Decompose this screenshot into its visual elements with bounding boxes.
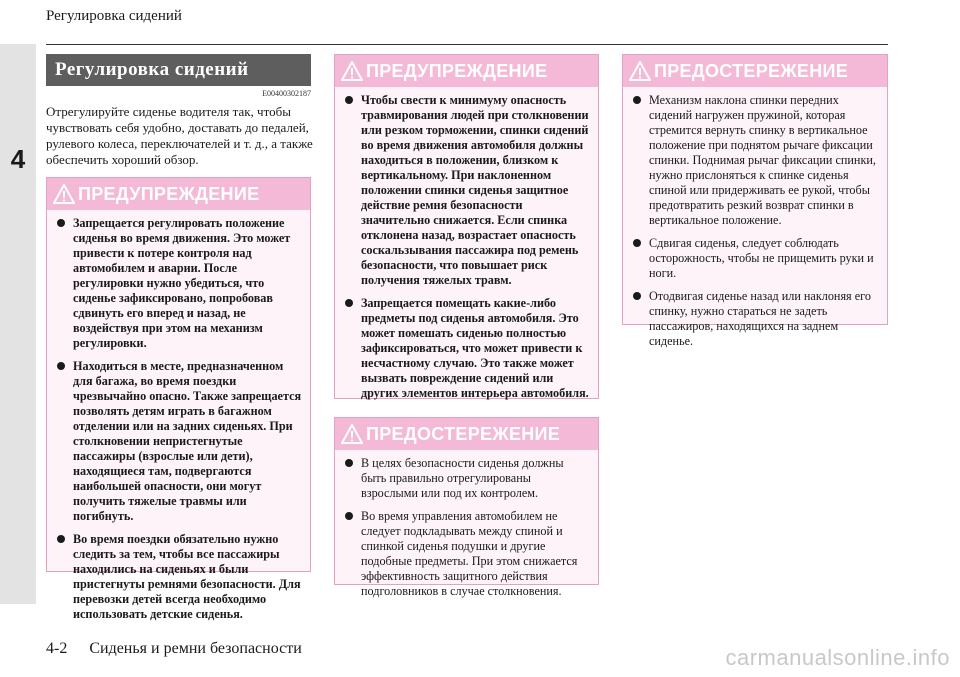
caution-triangle-icon xyxy=(629,61,651,81)
list-item: Запрещается помещать какие-либо предметы под сиденья автомобиля. Это может помешать сиденью полностью зафиксироваться, что может привести к несчастному случаю. Это также может вызвать повреждение сидений или других элементов интерьера автомобиля. xyxy=(345,296,590,401)
bullet-icon xyxy=(57,535,65,543)
caution-box-2 xyxy=(622,54,888,348)
section-title: Регулировка сидений xyxy=(46,54,311,86)
caution-box-1 xyxy=(334,417,599,598)
list-item: В целях безопасности сиденья должны быть правильно отрегулированы взрослыми или под их контролем. xyxy=(345,456,590,501)
caution-box-2-title: ПРЕДОСТЕРЕЖЕНИЕ xyxy=(654,60,849,81)
warning-box-1-title: ПРЕДУПРЕЖДЕНИЕ xyxy=(78,183,260,204)
warning-box-2-header xyxy=(335,55,598,87)
running-header: Регулировка сидений xyxy=(46,8,182,24)
warning-box-1-list xyxy=(47,210,310,622)
list-item: Во время поездки обязательно нужно следить за тем, чтобы все пассажиры находились на сиденьях и были пристегнуты ремнями безопасности. Для перевозки детей всегда необходимо использовать детские сиденья. xyxy=(57,532,302,622)
list-item: Механизм наклона спинки передних сидений нагружен пружиной, которая стремится вернуть спинку в вертикальное положение при поднятом рычаге фиксации спинки. Поднимая рычаг фиксации спинки, нужно прислоняться к спинке сиденья спиной или придерживать ее рукой, чтобы предотвратить резкий возврат спинки в вертикальное положение. xyxy=(633,93,879,228)
bullet-icon xyxy=(57,362,65,370)
list-item: Отодвигая сиденье назад или наклоняя его спинку, нужно стараться не задеть пассажиров, находящихся на заднем сиденье. xyxy=(633,289,879,349)
chapter-tab xyxy=(0,44,36,604)
warning-triangle-icon xyxy=(53,184,75,204)
list-item: Находиться в месте, предназначенном для багажа, во время поездки чрезвычайно опасно. Также запрещается позволять детям играть в багажном отделении или на задних сиденьях. При столкновении непристегнутые пассажиры (взрослые или дети), находящиеся там, подвергаются наибольшей опасности, они могут получить тяжелые травмы или погибнуть. xyxy=(57,359,302,524)
bullet-icon xyxy=(633,239,641,247)
caution-triangle-icon xyxy=(341,424,363,444)
list-item: Во время управления автомобилем не следует подкладывать между спиной и спинкой сиденья подушки и другие подобные предметы. При этом снижается эффективность защитного действия подголовников в случае столкновения. xyxy=(345,509,590,599)
section-code: E00400302187 xyxy=(262,89,311,98)
header-rule xyxy=(46,44,888,45)
list-item: Чтобы свести к минимуму опасность травмирования людей при столкновении или резком торможении, спинки сидений во время движения автомобиля должны находиться в положении, близком к вертикальному. При наклоненном положении спинки сиденья защитное действие ремня безопасности значительно снижается. Если спинка отклонена назад, возрастает опасность соскальзывания пассажира под ремень безопасности, что повышает риск получения тяжелых травм. xyxy=(345,93,590,288)
warning-box-2 xyxy=(334,54,599,399)
warning-box-1 xyxy=(46,177,311,621)
page-number: 4-2 xyxy=(46,640,68,657)
bullet-icon xyxy=(57,219,65,227)
caution-box-2-list xyxy=(623,87,887,349)
bullet-icon xyxy=(345,96,353,104)
caution-box-1-list xyxy=(335,450,598,599)
bullet-icon xyxy=(345,299,353,307)
caution-box-1-header xyxy=(335,418,598,450)
warning-box-1-header xyxy=(47,178,310,210)
warning-box-2-list xyxy=(335,87,598,401)
warning-triangle-icon xyxy=(341,61,363,81)
bullet-icon xyxy=(345,512,353,520)
intro-paragraph: Отрегулируйте сиденье водителя так, чтобы чувствовать себя удобно, доставать до педалей, рулевого колеса, переключателей и т. д., а также обеспечить хороший обзор. xyxy=(46,104,313,167)
bullet-icon xyxy=(345,459,353,467)
caution-box-1-title: ПРЕДОСТЕРЕЖЕНИЕ xyxy=(366,423,561,444)
bullet-icon xyxy=(633,96,641,104)
chapter-number: 4 xyxy=(10,144,26,174)
bullet-icon xyxy=(633,292,641,300)
page-footer xyxy=(46,640,302,658)
watermark: carmanualsonline.info xyxy=(725,645,950,670)
list-item: Запрещается регулировать положение сиденья во время движения. Это может привести к потере контроля над автомобилем и аварии. После регулировки нужно убедиться, что сиденье зафиксировано, попробовав сдвинуть его вперед и назад, не воздействуя при этом на механизм регулировки. xyxy=(57,216,302,351)
list-item: Сдвигая сиденья, следует соблюдать осторожность, чтобы не прищемить руки и ноги. xyxy=(633,236,879,281)
caution-box-2-header xyxy=(623,55,887,87)
footer-section-title: Сиденья и ремни безопасности xyxy=(89,640,302,657)
warning-box-2-title: ПРЕДУПРЕЖДЕНИЕ xyxy=(366,60,548,81)
